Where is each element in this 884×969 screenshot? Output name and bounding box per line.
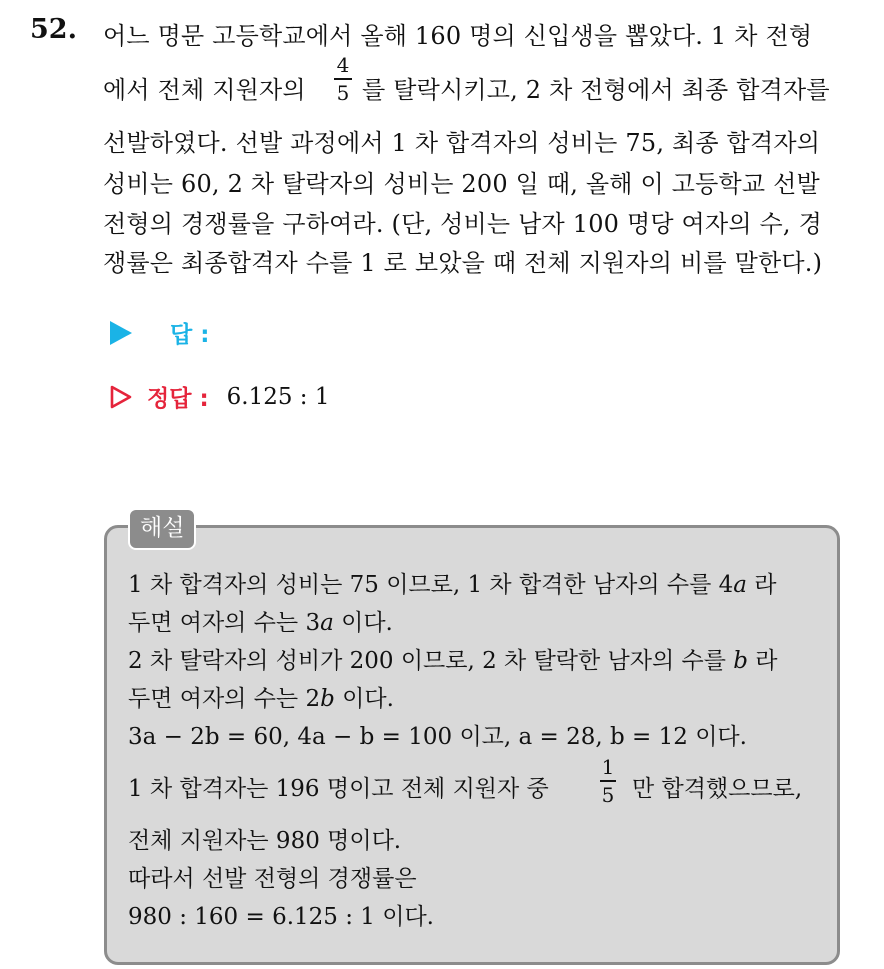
problem-line-1: 어느 명문 고등학교에서 올해 160 명의 신입생을 뽑았다. 1 차 전형 [103,22,813,50]
solution-line-1-text: 1 차 합격자의 성비는 75 이므로, 1 차 합격한 남자의 수를 4 [128,572,734,598]
correct-answer-label: 정답 : [147,386,209,412]
problem-number: 52. [30,14,77,45]
solution-line-1 [128,566,777,599]
solution-line-5: 3a − 2b = 60, 4a − b = 100 이고, a = 28, b = 12 이다. [128,724,747,750]
solution-tag: 해설 [128,508,196,550]
fraction-denominator: 5 [601,782,615,807]
solution-line-2-text: 두면 여자의 수는 3 [128,610,321,636]
problem-line-4: 성비는 60, 2 차 탈락자의 성비는 200 일 때, 올해 이 고등학교 선발 [103,170,820,198]
solution-line-2-var: a [320,610,334,636]
problem-line-2 [103,70,306,105]
fraction-one-fifth [600,757,616,805]
solution-line-1-end: 라 [746,572,777,598]
problem-line-2-before: 에서 전체 지원자의 [103,76,306,104]
solution-line-2-end: 이다. [333,610,393,636]
solution-line-3-var: b [733,648,748,674]
solution-line-8: 따라서 선발 전형의 경쟁률은 [128,866,417,892]
correct-answer-row [110,380,330,413]
play-triangle-icon [110,321,132,345]
solution-line-4 [128,680,394,713]
solution-line-4-end: 이다. [334,686,394,712]
problem-line-5: 전형의 경쟁률을 구하여라. (단, 성비는 남자 100 명당 여자의 수, 경 [103,210,822,238]
answer-row [110,316,209,349]
solution-line-4-text: 두면 여자의 수는 2 [128,686,321,712]
solution-line-1-var: a [733,572,747,598]
solution-line-3 [128,642,778,675]
solution-line-3-text: 2 차 탈락자의 성비가 200 이므로, 2 차 탈락한 남자의 수를 [128,648,734,674]
solution-line-9: 980 : 160 = 6.125 : 1 이다. [128,904,434,930]
outline-triangle-icon [110,385,132,409]
fraction-denominator: 5 [336,80,350,105]
fraction-four-fifths [334,55,352,103]
solution-line-6-end: 만 합격했으므로, [632,776,803,802]
solution-line-3-end: 라 [748,648,778,674]
problem-line-3: 선발하였다. 선발 과정에서 1 차 합격자의 성비는 75, 최종 합격자의 [103,129,821,157]
correct-answer-value: 6.125 : 1 [226,383,330,410]
solution-line-4-var: b [320,686,335,712]
fraction-numerator: 4 [336,53,350,77]
solution-line-6-text: 1 차 합격자는 196 명이고 전체 지원자 중 [128,776,549,802]
solution-line-6 [128,770,549,803]
answer-label: 답 : [170,322,210,348]
solution-line-2 [128,604,393,637]
fraction-bar [334,78,352,80]
problem-line-6: 쟁률은 최종합격자 수를 1 로 보았을 때 전체 지원자의 비를 말한다.) [103,249,823,277]
problem-line-2-after: 를 탈락시키고, 2 차 전형에서 최종 합격자를 [362,76,830,104]
fraction-numerator: 1 [601,755,615,779]
solution-line-7: 전체 지원자는 980 명이다. [128,828,402,854]
fraction-bar [600,780,616,782]
